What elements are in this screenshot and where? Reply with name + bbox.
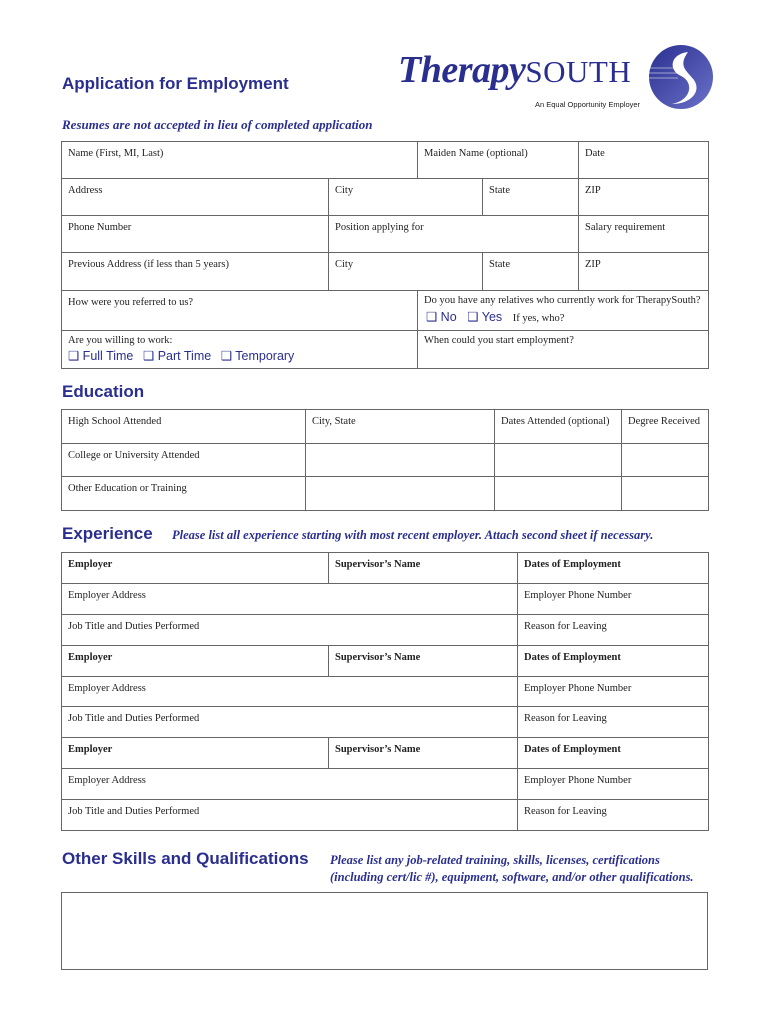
temporary-checkbox[interactable]: ❑ Temporary — [220, 349, 295, 363]
relatives-yes-checkbox[interactable]: ❑ Yes — [467, 310, 503, 324]
other-degree-field[interactable] — [622, 477, 709, 511]
previous-city-field[interactable]: City — [329, 253, 483, 291]
resumes-note: Resumes are not accepted in lieu of completed application — [62, 117, 373, 132]
willing-to-work-field: Are you willing to work: ❑ Full Time ❑ Part Time ❑ Temporary — [62, 331, 418, 369]
college-degree-field[interactable] — [622, 444, 709, 477]
employer-field[interactable]: Employer — [62, 553, 329, 584]
job-title-field[interactable]: Job Title and Duties Performed — [62, 615, 518, 646]
other-education-field[interactable]: Other Education or Training — [62, 477, 306, 511]
employer-address-field[interactable]: Employer Address — [62, 677, 518, 707]
school-city-state-field[interactable]: City, State — [306, 410, 495, 444]
skills-note-line1: Please list any job-related training, skills, licenses, certifications — [330, 853, 660, 867]
experience-heading: Experience — [62, 524, 153, 543]
skills-note-line2: (including cert/lic #), equipment, software, and/or other qualifications. — [330, 870, 694, 884]
relatives-field: Do you have any relatives who currently work for TherapySouth? ❑ No ❑ Yes If yes, who? — [418, 291, 709, 331]
personal-info-table — [61, 141, 709, 369]
logo-south-text: SOUTH — [525, 54, 632, 89]
position-field[interactable]: Position applying for — [329, 216, 579, 253]
experience-table — [61, 552, 709, 831]
education-table — [61, 409, 709, 511]
employer-field[interactable]: Employer — [62, 738, 329, 769]
logo-therapy-text: Therapy — [398, 49, 526, 91]
supervisor-field[interactable]: Supervisor’s Name — [329, 646, 518, 677]
employer-phone-field[interactable]: Employer Phone Number — [518, 677, 709, 707]
logo-swirl-icon — [648, 44, 714, 110]
previous-address-field[interactable]: Previous Address (if less than 5 years) — [62, 253, 329, 291]
college-city-state-field[interactable] — [306, 444, 495, 477]
dates-employment-field[interactable]: Dates of Employment — [518, 553, 709, 584]
supervisor-field[interactable]: Supervisor’s Name — [329, 738, 518, 769]
employer-address-field[interactable]: Employer Address — [62, 584, 518, 615]
city-field[interactable]: City — [329, 179, 483, 216]
state-field[interactable]: State — [483, 179, 579, 216]
tagline: An Equal Opportunity Employer — [535, 100, 641, 109]
relatives-no-checkbox[interactable]: ❑ No — [426, 310, 457, 324]
other-city-state-field[interactable] — [306, 477, 495, 511]
reason-leaving-field[interactable]: Reason for Leaving — [518, 615, 709, 646]
dates-employment-field[interactable]: Dates of Employment — [518, 738, 709, 769]
maiden-name-field[interactable]: Maiden Name (optional) — [418, 142, 579, 179]
job-title-field[interactable]: Job Title and Duties Performed — [62, 800, 518, 831]
employer-phone-field[interactable]: Employer Phone Number — [518, 769, 709, 800]
employer-phone-field[interactable]: Employer Phone Number — [518, 584, 709, 615]
reason-leaving-field[interactable]: Reason for Leaving — [518, 800, 709, 831]
page-title: Application for Employment — [62, 74, 289, 93]
education-heading: Education — [62, 382, 145, 401]
full-time-checkbox[interactable]: ❑ Full Time — [68, 349, 134, 363]
degree-field[interactable]: Degree Received — [622, 410, 709, 444]
phone-field[interactable]: Phone Number — [62, 216, 329, 253]
skills-heading: Other Skills and Qualifications — [62, 849, 309, 868]
employer-address-field[interactable]: Employer Address — [62, 769, 518, 800]
address-field[interactable]: Address — [62, 179, 329, 216]
other-dates-field[interactable] — [495, 477, 622, 511]
employer-field[interactable]: Employer — [62, 646, 329, 677]
date-field[interactable]: Date — [579, 142, 709, 179]
dates-attended-field[interactable]: Dates Attended (optional) — [495, 410, 622, 444]
part-time-checkbox[interactable]: ❑ Part Time — [143, 349, 212, 363]
dates-employment-field[interactable]: Dates of Employment — [518, 646, 709, 677]
job-title-field[interactable]: Job Title and Duties Performed — [62, 707, 518, 738]
name-field[interactable]: Name (First, MI, Last) — [62, 142, 418, 179]
skills-textarea[interactable] — [61, 892, 708, 970]
zip-field[interactable]: ZIP — [579, 179, 709, 216]
college-dates-field[interactable] — [495, 444, 622, 477]
relatives-who-label: If yes, who? — [512, 313, 565, 324]
salary-field[interactable]: Salary requirement — [579, 216, 709, 253]
college-field[interactable]: College or University Attended — [62, 444, 306, 477]
previous-state-field[interactable]: State — [483, 253, 579, 291]
previous-zip-field[interactable]: ZIP — [579, 253, 709, 291]
referred-field[interactable]: How were you referred to us? — [62, 291, 418, 331]
supervisor-field[interactable]: Supervisor’s Name — [329, 553, 518, 584]
experience-note: Please list all experience starting with most recent employer. Attach second sheet if necessary. — [172, 528, 654, 542]
start-employment-field[interactable]: When could you start employment? — [418, 331, 709, 369]
high-school-field[interactable]: High School Attended — [62, 410, 306, 444]
reason-leaving-field[interactable]: Reason for Leaving — [518, 707, 709, 738]
